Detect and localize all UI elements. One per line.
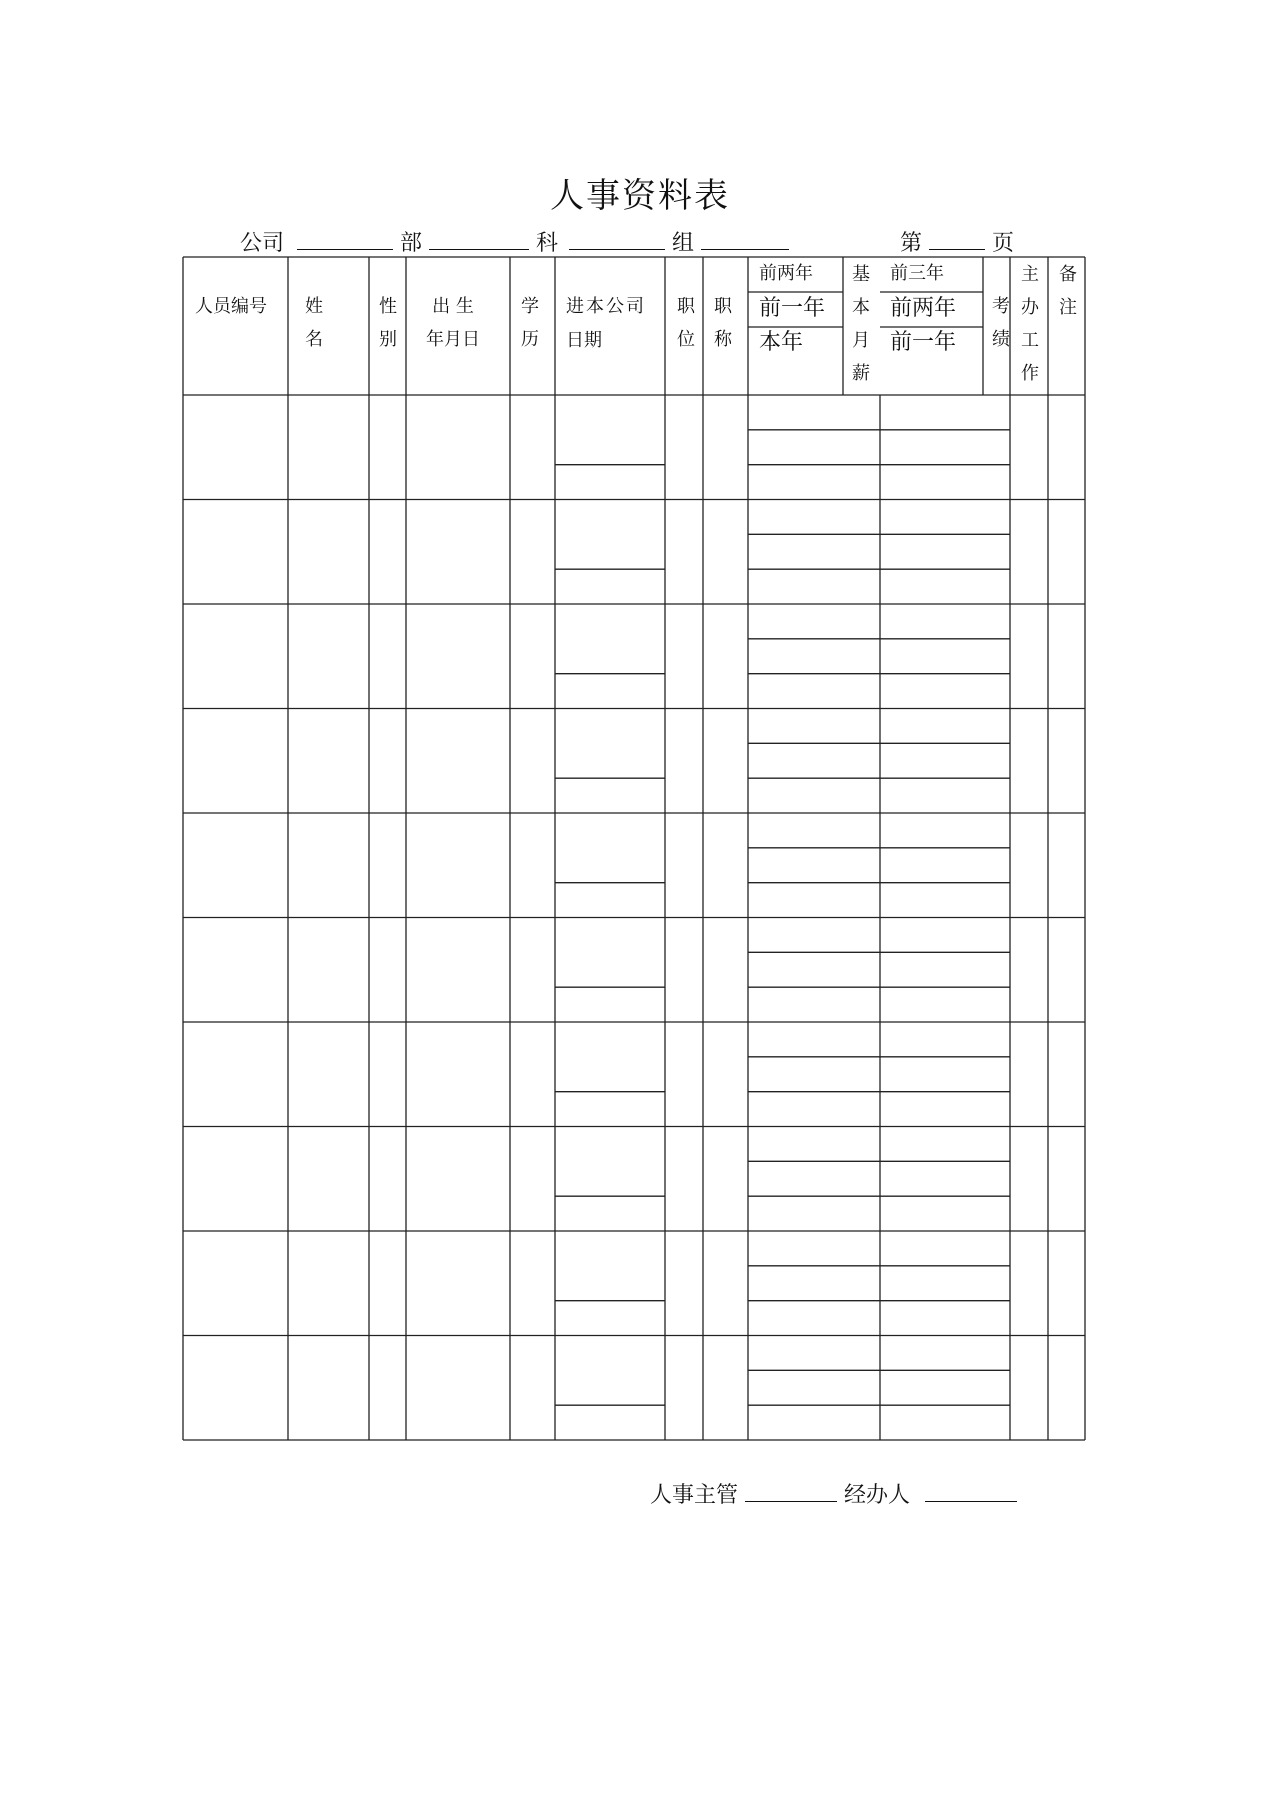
- col-main-work-1: 主: [1021, 264, 1039, 285]
- col-years-b-2: 前两年: [890, 296, 957, 321]
- col-title-1: 职: [714, 296, 732, 317]
- handler-blank[interactable]: [925, 1479, 1017, 1502]
- dept-label: 部: [400, 231, 423, 256]
- col-name-1: 姓: [305, 296, 323, 317]
- col-position-1: 职: [677, 296, 695, 317]
- col-remarks-1: 备: [1059, 264, 1077, 285]
- col-education-1: 学: [521, 296, 539, 317]
- col-remarks: [1059, 258, 1077, 324]
- col-birth-1: 出 生: [432, 296, 474, 317]
- col-position-2: 位: [677, 329, 695, 350]
- col-title-2: 称: [714, 329, 732, 350]
- col-join-date: [566, 290, 646, 358]
- col-base-salary-4: 薪: [852, 363, 870, 384]
- col-gender: [379, 290, 397, 356]
- col-staff-id: 人员编号: [195, 296, 267, 317]
- col-base-salary-2: 本: [852, 297, 870, 318]
- col-performance: [992, 290, 1010, 356]
- col-performance-1: 考: [992, 296, 1010, 317]
- hr-manager-label: 人事主管: [650, 1483, 739, 1508]
- col-join-date-1: 进本公司: [566, 296, 646, 317]
- col-education-2: 历: [521, 329, 539, 350]
- col-years-a-2: 前一年: [759, 296, 826, 321]
- handler-label: 经办人: [844, 1483, 911, 1508]
- page-prefix: 第: [900, 231, 923, 256]
- col-base-salary-1: 基: [852, 264, 870, 285]
- col-base-salary: [852, 258, 870, 390]
- col-gender-2: 别: [379, 329, 397, 350]
- col-base-salary-3: 月: [852, 330, 870, 351]
- hr-manager-blank[interactable]: [745, 1479, 837, 1502]
- col-main-work-3: 工: [1021, 330, 1039, 351]
- col-education: [521, 290, 539, 356]
- col-performance-2: 绩: [992, 329, 1010, 350]
- col-gender-1: 性: [379, 296, 397, 317]
- col-main-work-2: 办: [1021, 297, 1039, 318]
- col-main-work: [1021, 258, 1039, 390]
- company-label: 公司: [240, 231, 285, 256]
- footer-signoff: [650, 1478, 1017, 1509]
- col-name: [305, 290, 323, 356]
- col-join-date-2: 日期: [566, 330, 602, 351]
- col-main-work-4: 作: [1021, 363, 1039, 384]
- col-years-b-3: 前一年: [890, 330, 957, 355]
- col-name-2: 名: [305, 329, 323, 350]
- group-label: 组: [672, 231, 695, 256]
- col-remarks-2: 注: [1059, 297, 1077, 318]
- col-birth-2: 年月日: [426, 329, 480, 350]
- col-title: [714, 290, 732, 356]
- section-label: 科: [536, 231, 559, 256]
- page-suffix: 页: [992, 231, 1015, 256]
- col-position: [677, 290, 695, 356]
- col-years-a-1: 前两年: [759, 263, 813, 284]
- page-title: 人事资料表: [550, 176, 730, 216]
- col-years-a-3: 本年: [759, 330, 804, 355]
- col-years-b-1: 前三年: [890, 263, 944, 284]
- col-birth: [426, 290, 480, 356]
